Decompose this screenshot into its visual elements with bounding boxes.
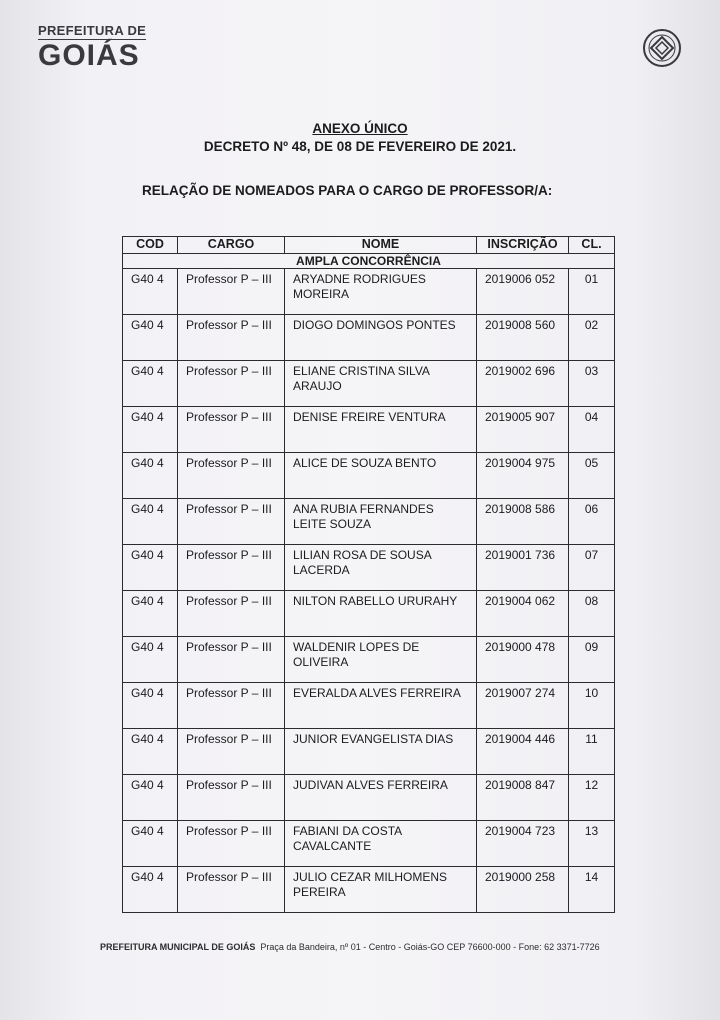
table-row [123,683,615,729]
table-row [123,315,615,361]
cell-nome: ALICE DE SOUZA BENTO [285,453,477,499]
cell-nome: ELIANE CRISTINA SILVA ARAUJO [285,361,477,407]
cell-cargo: Professor P – III [178,453,285,499]
cell-cargo: Professor P – III [178,867,285,913]
table-row [123,775,615,821]
page-footer [100,942,600,952]
cell-nome: DENISE FREIRE VENTURA [285,407,477,453]
list-title: RELAÇÃO DE NOMEADOS PARA O CARGO DE PROFESSOR/A: [142,183,553,198]
cell-cod: G40 4 [123,453,178,499]
cell-cl: 12 [569,775,615,821]
cell-cl: 06 [569,499,615,545]
table-row [123,499,615,545]
cell-cl: 07 [569,545,615,591]
section-row [123,254,615,269]
cell-inscricao: 2019000 478 [477,637,569,683]
cell-cargo: Professor P – III [178,499,285,545]
cell-cl: 03 [569,361,615,407]
table-row [123,729,615,775]
cell-cod: G40 4 [123,407,178,453]
cell-cl: 02 [569,315,615,361]
cell-nome: ARYADNE RODRIGUES MOREIRA [285,269,477,315]
cell-cod: G40 4 [123,683,178,729]
footer-org: PREFEITURA MUNICIPAL DE GOIÁS [100,942,256,952]
cell-nome: FABIANI DA COSTA CAVALCANTE [285,821,477,867]
table-row [123,821,615,867]
cell-cl: 01 [569,269,615,315]
cell-cod: G40 4 [123,821,178,867]
prefeitura-logo [38,22,158,71]
cell-cod: G40 4 [123,269,178,315]
cell-cod: G40 4 [123,775,178,821]
cell-cargo: Professor P – III [178,269,285,315]
table-header-row [123,237,615,254]
table-row [123,637,615,683]
cell-cargo: Professor P – III [178,775,285,821]
table-row [123,407,615,453]
appointees-table [122,236,615,913]
cell-cod: G40 4 [123,315,178,361]
column-header-nome: NOME [285,237,477,254]
cell-cargo: Professor P – III [178,729,285,775]
cell-cargo: Professor P – III [178,361,285,407]
decree-title: DECRETO Nº 48, DE 08 DE FEVEREIRO DE 2021. [203,139,517,154]
cell-cod: G40 4 [123,361,178,407]
cell-inscricao: 2019008 560 [477,315,569,361]
cell-cod: G40 4 [123,499,178,545]
cell-inscricao: 2019001 736 [477,545,569,591]
table-row [123,591,615,637]
table-row [123,269,615,315]
cell-cl: 13 [569,821,615,867]
table-row [123,361,615,407]
table-row [123,545,615,591]
unesco-heritage-seal-icon [642,28,682,68]
cell-cl: 14 [569,867,615,913]
column-header-cod: COD [123,237,178,254]
cell-nome: NILTON RABELLO URURAHY [285,591,477,637]
cell-inscricao: 2019002 696 [477,361,569,407]
cell-nome: JUDIVAN ALVES FERREIRA [285,775,477,821]
table-row [123,453,615,499]
cell-cl: 09 [569,637,615,683]
cell-nome: ANA RUBIA FERNANDES LEITE SOUZA [285,499,477,545]
cell-nome: JUNIOR EVANGELISTA DIAS [285,729,477,775]
cell-cl: 08 [569,591,615,637]
cell-cod: G40 4 [123,867,178,913]
cell-inscricao: 2019004 062 [477,591,569,637]
logo-top-text: PREFEITURA DE [38,23,147,38]
cell-inscricao: 2019008 847 [477,775,569,821]
table-row [123,867,615,913]
cell-cl: 11 [569,729,615,775]
cell-inscricao: 2019005 907 [477,407,569,453]
column-header-cl: CL. [569,237,615,254]
cell-cargo: Professor P – III [178,637,285,683]
cell-inscricao: 2019004 975 [477,453,569,499]
cell-cargo: Professor P – III [178,545,285,591]
column-header-cargo: CARGO [178,237,285,254]
cell-inscricao: 2019008 586 [477,499,569,545]
annex-title: ANEXO ÚNICO [312,121,408,136]
column-header-inscricao: INSCRIÇÃO [477,237,569,254]
cell-inscricao: 2019004 723 [477,821,569,867]
cell-cl: 05 [569,453,615,499]
section-label: AMPLA CONCORRÊNCIA [123,254,615,269]
cell-cod: G40 4 [123,637,178,683]
cell-cargo: Professor P – III [178,591,285,637]
cell-cl: 04 [569,407,615,453]
cell-inscricao: 2019004 446 [477,729,569,775]
cell-cargo: Professor P – III [178,407,285,453]
cell-cargo: Professor P – III [178,683,285,729]
cell-cod: G40 4 [123,729,178,775]
cell-nome: WALDENIR LOPES DE OLIVEIRA [285,637,477,683]
logo-main-text: GOIÁS [38,39,140,72]
cell-nome: JULIO CEZAR MILHOMENS PEREIRA [285,867,477,913]
cell-cl: 10 [569,683,615,729]
cell-inscricao: 2019007 274 [477,683,569,729]
cell-cargo: Professor P – III [178,821,285,867]
cell-cod: G40 4 [123,591,178,637]
cell-inscricao: 2019006 052 [477,269,569,315]
cell-inscricao: 2019000 258 [477,867,569,913]
cell-nome: EVERALDA ALVES FERREIRA [285,683,477,729]
cell-cargo: Professor P – III [178,315,285,361]
cell-nome: LILIAN ROSA DE SOUSA LACERDA [285,545,477,591]
footer-address: Praça da Bandeira, nº 01 - Centro - Goiás-GO CEP 76600-000 - Fone: 62 3371-7726 [260,942,600,952]
cell-nome: DIOGO DOMINGOS PONTES [285,315,477,361]
cell-cod: G40 4 [123,545,178,591]
